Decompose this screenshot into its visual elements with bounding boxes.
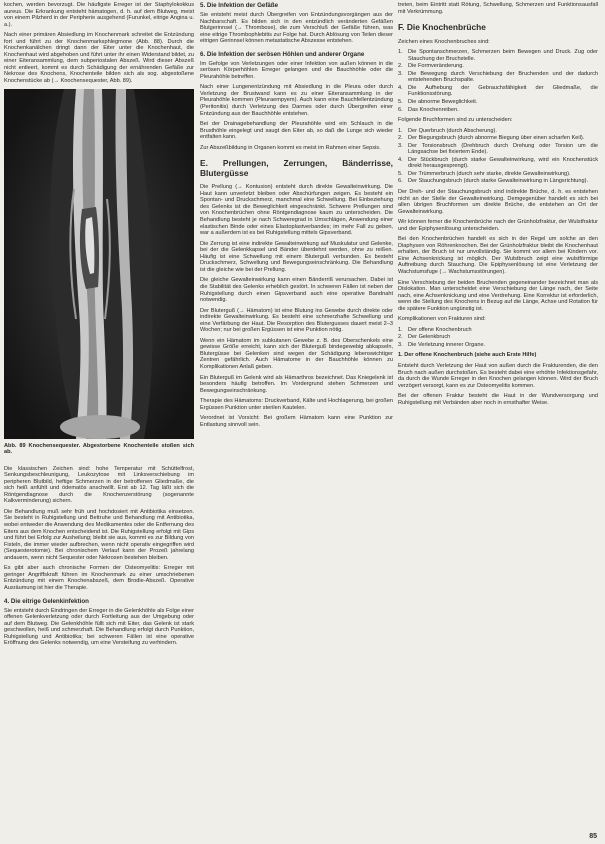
complications-list	[398, 327, 598, 349]
paragraph: Die Zerrung ist eine indirekte Gewalteinwirkung auf Muskulatur und Gelenke, bei der die Gelenkkapsel und Bänder überdehnt werden, ohne zu reißen. Häufig ist eine Schwellung mit einem Bluterguß verbunden. Es besteht Druckschmerz, Schwellung und Bewegungseinschränkung. Die Behandlung ist die gleiche wie bei der Prellung.	[200, 240, 393, 273]
section-heading: 6. Die Infektion der serösen Höhlen und anderer Organe	[200, 50, 365, 58]
paragraph: Zeichen eines Knochenbruches sind:	[398, 38, 490, 45]
fracture-sign-item	[398, 49, 598, 62]
complication-item	[398, 342, 598, 349]
paragraph: Die Prellung (→ Kontusion) entsteht durch direkte Gewalteinwirkung. Die Haut kann unverletzt bleiben oder Abschürfungen zeigen. Es besteht ein Spontan- und Druckschmerz, manchmal eine Schwellung. Bei Einbeziehung des Gelenks ist die Beweglichkeit eingeschränkt. Schwere Prellungen sind von Knochenbrüchen ohne Röntgendiagnose kaum zu unterscheiden. Die Behandlung besteht je nach Schweregrad in Umschlägen, Anwendung einer elastischen Binde oder eines Elastoplastverbandes; im mehr Fall zu geben, war a außerdem ist es bei Ruhigstellung mittels Gipsverband.	[200, 184, 393, 237]
complication-item	[398, 327, 598, 334]
list-number: 2.	[398, 63, 403, 70]
fracture-type-item	[398, 157, 598, 170]
list-number: 4.	[398, 156, 403, 163]
paragraph: Sie entsteht meist durch Übergreifen von Entzündungsvorgängen aus der Nachbarschaft. Es bilden sich in den entzündlich veränderten Gefäßen Blutgerinnsel (→ Thrombose), die zum Verschluß der Gefäße führen, was eine eitrige Thrombophlebitis zur Folge hat. Durch Ablösung von Teilen dieser eitrigen Gerinnsel können metastatische Abszesse entstehen.	[200, 12, 393, 45]
paragraph: Bei der Drainagebehandlung der Pleurahöhle wird ein Schlauch in die Brusthöhle eingelegt und saugt den Eiter ab, so daß die Lunge sich wieder entfalten kann.	[200, 121, 393, 141]
chapter-heading: E. Prellungen, Zerrungen, Bänderrisse, Blutergüsse	[200, 158, 393, 178]
paragraph: Die gleiche Gewalteinwirkung kann einen Bänderriß verursachen. Dabei ist die Stabilität des Gelenks erheblich gestört. In schweren Fällen ist neben der Ruhigstellung durch einen Gipsverband auch eine operative Bandnaht notwendig.	[200, 277, 393, 304]
paragraph: Wir können ferner die Knochenbrüche nach der Grünholzfraktur, der Wulstfraktur und der Epiphysenlösung unterscheiden.	[398, 219, 598, 232]
fracture-signs-list	[398, 49, 598, 113]
complication-item	[398, 334, 598, 341]
fracture-types-list	[398, 128, 598, 185]
fracture-type-item	[398, 171, 598, 178]
page-number: 85	[589, 833, 597, 840]
paragraph: Nach einer Lungenentzündung mit Absiedlung in die Pleura oder durch Verletzung der Brustwand kann es zu einer Eiteransammlung in der Pleurahöhle kommen (Pleuraempyem). Auch kann eine Bauchfellentzündung (Peritonitis) durch Verletzung des Darmes oder durch Übergreifen einer Entzündung aus der Bauchhöhle entstehen.	[200, 84, 393, 117]
paragraph: Verordnet ist Vorsicht: Bei großem Hämatom kann eine Punktion zur Entlastung sinnvoll sein.	[200, 415, 393, 428]
list-number: 4.	[398, 84, 403, 91]
list-number: 2.	[398, 135, 403, 142]
subsection-heading: 1. Der offene Knochenbruch (siehe auch Erste Hilfe)	[398, 352, 537, 359]
list-number: 6.	[398, 178, 403, 185]
fracture-sign-item	[398, 71, 598, 84]
list-text: Der Querbruch (durch Abscherung).	[408, 127, 497, 134]
list-number: 6.	[398, 106, 403, 113]
list-number: 5.	[398, 98, 403, 105]
list-text: Der Trümmerbruch (durch sehr starke, direkte Gewalteinwirkung).	[408, 170, 571, 177]
paragraph: Der Dreh- und der Stauchungsbruch sind indirekte Brüche, d. h. es entstehen nicht an der Stelle der Gewalteinwirkung. Demgegenüber handelt es sich bei allen übrigen Bruchformen um direkte Brüche, die entstehen an Ort der Gewalteinwirkung.	[398, 188, 598, 215]
list-text: Der Stückbruch (durch starke Gewalteinwirkung, wird ein Knochenstück direkt herausgesprengt).	[408, 156, 598, 170]
section-heading: 4. Die eitrige Gelenkinfektion	[4, 597, 89, 605]
list-number: 2.	[398, 334, 403, 341]
paragraph: treten, beim Eintritt statt Rötung, Schwellung, Schmerzen und Funktionsausfall mit Verkrümmung.	[398, 2, 598, 15]
paragraph: Nach einer primären Absiedlung im Knochenmark schreitet die Entzündung fort und führt zu der Knochenmarksphlegmone (Abb. 88). Durch die Knochenkanälchen dringt dann der Eiter unter die Knochenhaut, die Knochenhaut wird abgehoben und führt unter ihr einen Widerstand bildet, zu einer Eiteransammlung, dem subperiostalen Abszeß. Wird dieser Abszeß nicht entleert, kommt es durch Schädigung der ernährenden Gefäße zur Nekrose des Knochens, Knochenteile bilden sich als sog. abgestoßene Knochenstücke ab (→ Knochensequester, Abb. 89).	[4, 32, 194, 85]
fracture-type-item	[398, 178, 598, 185]
paragraph: Die Behandlung muß sehr früh und hochdosiert mit Antibiotika einsetzen. Sie besteht in Ruhigstellung und Bettruhe und Behandlung mit Antibiotika, wobei entweder die Anwendung des Medikamentes oder die Entfernung des Eiters aus dem Knochen entscheidend ist. Die Ruhigstellung erfolgt mit Gips und führt bei Erfolg zur Ausheilung; bleibt sie aus, kommt es zur Bildung von Fisteln, die immer wieder aufbrechen, wenn nicht operativ eingegriffen wird (Sequesterotomie). Bei chronischem Verlauf kann der Prozeß jahrelang andauern, wenn nicht Sequester oder Nekrosen bestehen bleiben.	[4, 508, 194, 561]
list-text: Der Biegungsbruch (durch abnorme Biegung über einen scharfen Keil).	[408, 135, 585, 142]
paragraph: Komplikationen von Frakturen sind:	[398, 316, 486, 323]
fracture-type-item	[398, 143, 598, 156]
list-number: 3.	[398, 142, 403, 149]
paragraph: Eine Verschiebung der beiden Bruchenden gegeneinander bezeichnet man als Dislokation. Man unterscheidet eine Verschiebung der Länge nach, der Seite nach, eine Achsenknickung und eine Verdrehung. Eine Korrektur ist erforderlich, wenn die Stellung des Knochens in Bezug auf die Länge, Achse und Rotation für die spätere Funktion ungünstig ist.	[398, 279, 598, 312]
paragraph: Der Bluterguß (→ Hämatom) ist eine Blutung ins Gewebe durch direkte oder indirekte Gewalteinwirkung. Es besteht eine schmerzhafte Schwellung und eine Verfärbung der Haut. Die Resorption des Blutergusses dauert meist 2–3 Wochen; nur bei großen Ergüssen ist eine Punktion nötig.	[200, 307, 393, 334]
chapter-heading: F. Die Knochenbrüche	[398, 22, 486, 33]
figure-caption: Abb. 89 Knochensequester. Abgestorbene Knochenteile stoßen sich ab.	[4, 442, 194, 456]
list-text: Die Verletzung innerer Organe.	[408, 341, 486, 348]
list-text: Der Gelenkbruch	[408, 334, 451, 341]
list-text: Die Bewegung durch Verschiebung der Bruchenden und der dadurch entstehenden Bruchspalte.	[408, 70, 598, 84]
list-number: 1.	[398, 49, 403, 56]
column-middle	[200, 2, 393, 432]
paragraph: Wenn ein Hämatom im subkutanen Gewebe z. B. des Oberschenkels eine gewisse Größe erreicht, kann sich der Bluterguß bindegewebig abkapseln, Blutergüsse bei Gelenken sind wegen der Schädigung lebenswichtiger Zentren gefährlich. Auch Hämatome in der Bauchhöhle können zu Komplikationen Anlaß geben.	[200, 337, 393, 370]
list-text: Die Spontanschmerzen, Schmerzen beim Bewegen und Druck. Zug oder Stauchung der Bruchstelle.	[408, 49, 598, 62]
fracture-sign-item	[398, 99, 598, 106]
paragraph: Folgende Bruchformen sind zu unterscheiden:	[398, 117, 513, 124]
list-number: 5.	[398, 170, 403, 177]
list-text: Die Aufhebung der Gebrauchsfähigkeit der Gliedmaße, die Funktionsstörung.	[408, 84, 598, 98]
list-number: 3.	[398, 341, 403, 348]
paragraph: Bei der offenen Fraktur besteht die Haut in der Wundversorgung und Ruhigstellung mit Verbänden aber noch in ernsthafter Weise.	[398, 393, 598, 406]
fracture-sign-item	[398, 63, 598, 70]
list-text: Die abnorme Beweglichkeit.	[408, 98, 478, 105]
paragraph: Therapie des Hämatoms: Druckverband, Kälte und Hochlagerung, bei großen Ergüssen Punktion unter sterilen Kautelen.	[200, 398, 393, 411]
paragraph: Im Gefolge von Verletzungen oder einer Infektion von außen können in die serösen Körperhöhlen Erreger gelangen und die Bauchhöhle oder die Pleurahöhle betreffen.	[200, 60, 393, 80]
fracture-type-item	[398, 135, 598, 142]
column-right	[398, 2, 598, 410]
paragraph: Zur Abszeßbildung in Organen kommt es meist im Rahmen einer Sepsis.	[200, 144, 381, 151]
list-text: Der Torsionsbruch (Drehbruch durch Drehung oder Torsion um die Längsachse bei fixiertem Ende).	[408, 142, 598, 156]
list-number: 1.	[398, 127, 403, 134]
section-heading: 5. Die Infektion der Gefäße	[200, 2, 279, 9]
fracture-sign-item	[398, 85, 598, 98]
paragraph: Entsteht durch Verletzung der Haut von außen durch die Frakturenden, die den Bruch nach außen durchstoßen. Es besteht dabei eine erhöhte Infektionsgefahr, da durch die Wunde Erreger in den Knochen gelangen können. Wird der Bruch verzögert versorgt, kann es zur Osteomyelitis kommen.	[398, 363, 598, 389]
list-text: Die Formveränderung.	[408, 63, 464, 70]
fracture-sign-item	[398, 107, 598, 114]
column-left	[4, 2, 194, 651]
list-text: Der offene Knochenbruch	[408, 326, 472, 333]
paragraph: Sie entsteht durch Eindringen der Erreger in die Gelenkhöhle als Folge einer offenen Gelenkverletzung oder durch Fortleitung aus der Umgebung oder auf dem Blutweg. Die Gelenkhöhle füllt sich mit Eiter, das Gelenk ist stark geschwollen, heiß und schmerzhaft. Die Behandlung erfolgt durch Punktion, Ruhigstellung und Antibiotika; bei schweren Fällen ist eine operative Eröffnung des Gelenks notwendig, um eine Versteifung zu verhindern.	[4, 607, 194, 647]
xray-image-knochensequester	[4, 89, 194, 439]
list-text: Der Stauchungsbruch (durch starke Gewalteinwirkung in Längsrichtung).	[408, 178, 589, 185]
paragraph: Ein Bluterguß im Gelenk wird als Hämarthros bezeichnet. Das Kniegelenk ist besonders häufig betroffen. Im Vordergrund stehen Schmerzen und Bewegungseinschränkung.	[200, 374, 393, 394]
list-number: 3.	[398, 70, 403, 77]
paragraph: Die klassischen Zeichen sind: hohe Temperatur mit Schüttelfrost, Senkungsbeschleunigung, Leukozytose mit Linksverschiebung im peripheren Blutbild, heftige Schmerzen in der betroffenen Gliedmaße, die sich heiß anfühlt und ödematös anschwillt. Erst ab 12. Tag läßt sich die Röntgendiagnose durch die Knochenzerstörung (sogenannte Kalkverminderung) sichern.	[4, 465, 194, 505]
list-number: 1.	[398, 326, 403, 333]
list-text: Das Knochenreiben.	[408, 106, 459, 113]
paragraph: Es gibt aber auch chronische Formen der Osteomyelitis: Erreger mit geringer Angriffskraft führen im Knochenmark zu einer umschriebenen Entzündung mit einem Knochenabszeß, dem Brodie-Abszeß. Operative Ausräumung ist hier die Therapie.	[4, 565, 194, 591]
fracture-type-item	[398, 128, 598, 135]
paragraph: Bei den Knochenbrüchen handelt es sich in der Regel um solche an den Diaphysen von Röhrenknochen. Bei der Grünholzfraktur bleibt die Knochenhaut erhalten, der Bruch ist nur unvollständig. Sie kommt vor allem bei Kindern vor. Eine Achsenknickung ist möglich. Der Wulstbruch zeigt eine wulstförmige Auftreibung durch Stauchung. Die Epiphysenlösung ist eine Verletzung der Wachstumsfuge (→ Wachstumsstörungen).	[398, 236, 598, 275]
paragraph: kochen, werden bevorzugt. Die häufigste Erreger ist der Staphylokokkus aureus. Die Erkrankung entsteht hämatogen, d. h. auf dem Blutweg, meist von einem Pilzherd in der Peripherie ausgehend (Furunkel, eitrige Angina u. a.).	[4, 2, 194, 28]
